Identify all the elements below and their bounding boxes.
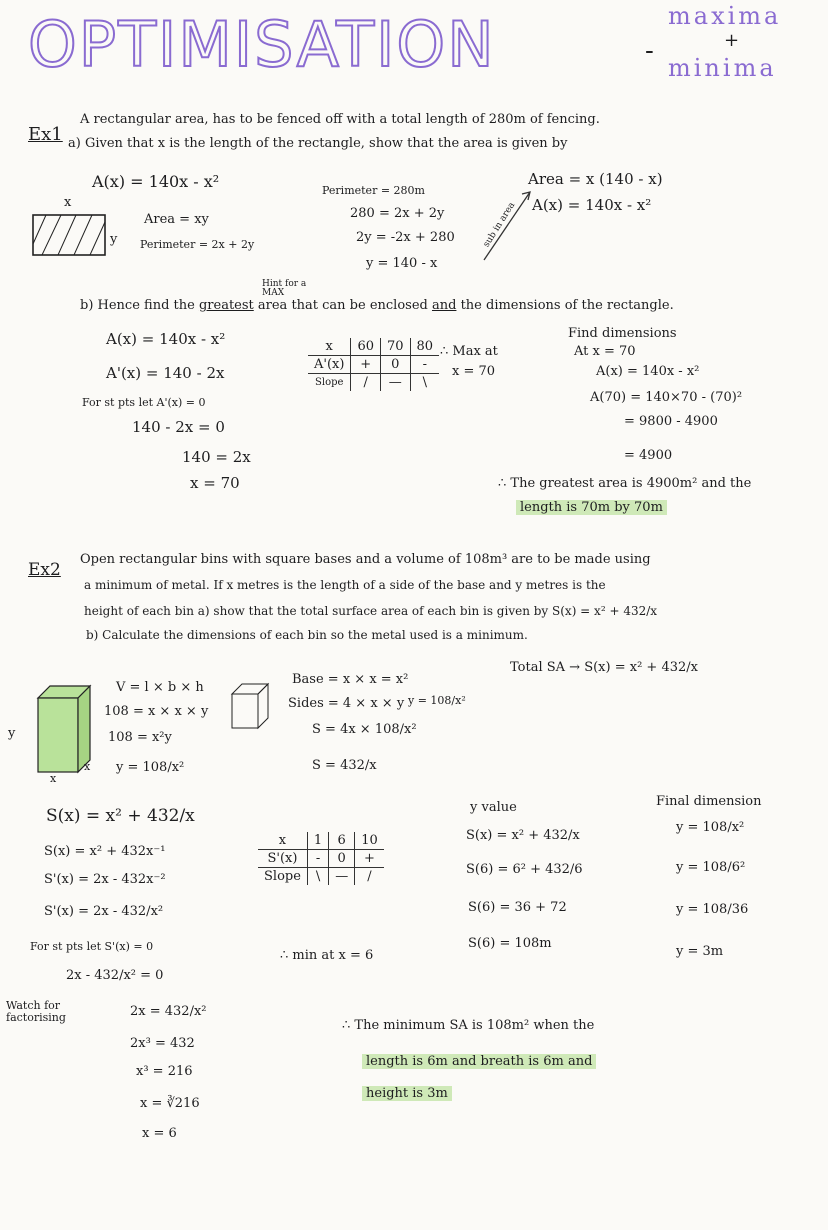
find-dims-1: Find dimensions: [568, 326, 677, 341]
sub-in-area-arrow: [478, 186, 538, 266]
hint-note: Hint for a MAX: [262, 279, 307, 298]
t1-r0-c3: 80: [410, 338, 439, 356]
t1-r0-c2: 70: [380, 338, 410, 356]
ex2-conclusion-1: ∴ The minimum SA is 108m² when the: [342, 1018, 595, 1033]
ex2-problem-3: height of each bin a) show that the total surface area of each bin is given by S(x) = x² + 432/x: [84, 604, 658, 618]
box-y-label: y: [8, 726, 16, 741]
page-title: OPTIMISATION: [28, 8, 496, 81]
open-bin-sketch: [228, 680, 272, 734]
ex1-conclusion-2: length is 70m by 70m: [516, 500, 667, 515]
t2-r0-c0: x: [278, 833, 287, 848]
deriv-step-1: A(x) = 140x - x²: [106, 330, 226, 348]
sides-step-2: Sides = 4 × x × y: [288, 696, 405, 711]
y-value-4: S(6) = 36 + 72: [468, 900, 567, 915]
ex1-conclusion-1: ∴ The greatest area is 4900m² and the: [498, 476, 752, 491]
ex1-part-b: b) Hence find the greatest area that can be enclosed and the dimensions of the rectangle.: [80, 298, 674, 313]
s-deriv-9: x³ = 216: [136, 1064, 193, 1079]
volume-step-1: V = l × b × h: [116, 680, 204, 695]
ex1-problem-1: A rectangular area, has to be fenced off with a total length of 280m of fencing.: [80, 112, 600, 127]
find-dims-6: = 4900: [624, 448, 673, 463]
ex1-label: Ex1: [28, 124, 63, 145]
find-dims-5: = 9800 - 4900: [624, 414, 718, 429]
sides-step-3: S = 4x × 108/x²: [312, 722, 417, 737]
box-x-label-b: x: [84, 760, 91, 773]
perimeter-step-4: y = 140 - x: [366, 256, 438, 271]
s-deriv-4: S'(x) = 2x - 432/x²: [44, 904, 164, 919]
y-sub: y = 108/x²: [408, 694, 466, 707]
s-deriv-11: x = 6: [142, 1126, 177, 1141]
s-deriv-3: S'(x) = 2x - 432x⁻²: [44, 872, 166, 887]
y-value-5: S(6) = 108m: [468, 936, 552, 951]
deriv-step-4: 140 - 2x = 0: [132, 418, 225, 436]
ex1-problem-2: a) Given that x is the length of the rectangle, show that the area is given by: [68, 136, 568, 151]
t2-r1-c1: -: [307, 850, 328, 868]
perimeter-formula: Perimeter = 2x + 2y: [140, 238, 255, 251]
watch-note: Watch for factorising: [6, 999, 66, 1024]
sub-in-area-note: sub in area: [481, 200, 518, 250]
s-deriv-7: 2x = 432/x²: [130, 1004, 207, 1019]
volume-step-3: 108 = x²y: [108, 730, 172, 745]
perimeter-step-2: 280 = 2x + 2y: [350, 206, 445, 221]
deriv-step-2: A'(x) = 140 - 2x: [106, 364, 225, 382]
t2-r1-c0: S'(x): [258, 850, 307, 868]
t1-r2-c1: /: [351, 374, 381, 392]
find-dims-4: A(70) = 140×70 - (70)²: [590, 390, 743, 405]
perimeter-step-3: 2y = -2x + 280: [356, 230, 455, 245]
final-dim-1: Final dimension: [656, 794, 762, 809]
ex2-problem-2: a minimum of metal. If x metres is the length of a side of the base and y metres is the: [84, 578, 606, 592]
t2-r2-c1: \: [307, 868, 328, 886]
subtitle-plus: +: [724, 30, 740, 51]
t2-r2-c2: —: [329, 868, 355, 886]
s-deriv-6: 2x - 432/x² = 0: [66, 968, 164, 983]
t1-r1-c2: 0: [380, 356, 410, 374]
t2-r0-c3: 10: [355, 832, 384, 850]
ex2-sign-table: [258, 832, 384, 885]
t2-r2-c0: Slope: [258, 868, 307, 886]
t1-r1-c3: -: [410, 356, 439, 374]
y-value-3: S(6) = 6² + 432/6: [466, 862, 583, 877]
final-dim-4: y = 108/36: [676, 902, 749, 917]
final-dim-2: y = 108/x²: [676, 820, 745, 835]
t2-r2-c3: /: [355, 868, 384, 886]
t1-r2-c2: —: [380, 374, 410, 392]
t2-r0-c2: 6: [329, 832, 355, 850]
t1-r0-c1: 60: [351, 338, 381, 356]
sides-step-4: S = 432/x: [312, 758, 377, 773]
y-value-2: S(x) = x² + 432/x: [466, 828, 580, 843]
max-note-1: ∴ Max at: [440, 344, 498, 359]
t2-r1-c3: +: [355, 850, 384, 868]
area-xy: Area = xy: [144, 212, 209, 227]
y-value-1: y value: [470, 800, 517, 815]
deriv-step-5: 140 = 2x: [182, 448, 251, 466]
final-dim-3: y = 108/6²: [676, 860, 746, 875]
ex2-problem-4: b) Calculate the dimensions of each bin so the metal used is a minimum.: [86, 628, 528, 642]
max-note-2: x = 70: [452, 364, 496, 379]
sides-step-1: Base = x × x = x²: [292, 672, 409, 687]
volume-step-4: y = 108/x²: [116, 760, 185, 775]
s-deriv-8: 2x³ = 432: [130, 1036, 195, 1051]
bin-box-diagram: [26, 680, 106, 780]
s-deriv-5: For st pts let S'(x) = 0: [30, 940, 154, 953]
box-x-label-a: x: [50, 772, 57, 785]
t1-r1-c1: +: [351, 356, 381, 374]
find-dims-3: A(x) = 140x - x²: [596, 364, 700, 379]
t2-r1-c2: 0: [329, 850, 355, 868]
rect-y-label: y: [110, 232, 118, 247]
t1-r2-c3: \: [410, 374, 439, 392]
ex2-problem-1: Open rectangular bins with square bases and a volume of 108m³ are to be made using: [80, 552, 651, 567]
ex2-conclusion-2: length is 6m and breath is 6m and: [362, 1054, 596, 1069]
final-dim-5: y = 3m: [676, 944, 724, 959]
subtitle-maxima: maxima: [668, 2, 782, 30]
s-deriv-10: x = ∛216: [140, 1096, 200, 1111]
find-dims-2: At x = 70: [574, 344, 636, 359]
t1-r2-c0: Slope: [308, 374, 351, 392]
min-note: ∴ min at x = 6: [280, 948, 374, 963]
ex2-label: Ex2: [28, 560, 61, 580]
area-step-1: Area = x (140 - x): [528, 170, 663, 188]
s-deriv-1: S(x) = x² + 432/x: [46, 806, 195, 826]
t2-r0-c1: 1: [307, 832, 328, 850]
subtitle-minima: minima: [668, 54, 777, 82]
area-step-2: A(x) = 140x - x²: [532, 196, 652, 214]
total-sa: Total SA → S(x) = x² + 432/x: [510, 660, 698, 675]
ex1-formula: A(x) = 140x - x²: [92, 172, 220, 191]
t1-r0-c0: x: [325, 339, 333, 354]
deriv-step-3: For st pts let A'(x) = 0: [82, 396, 206, 409]
ex1-sign-table: [308, 338, 439, 391]
t1-r1-c0: A'(x): [308, 356, 351, 374]
ex2-conclusion-3: height is 3m: [362, 1086, 452, 1101]
hatched-rectangle-diagram: [32, 214, 122, 260]
perimeter-step-1: Perimeter = 280m: [322, 184, 425, 197]
volume-step-2: 108 = x × x × y: [104, 704, 209, 719]
s-deriv-2: S(x) = x² + 432x⁻¹: [44, 844, 166, 859]
deriv-step-6: x = 70: [190, 474, 240, 492]
title-dash: -: [645, 36, 654, 66]
rect-x-label: x: [64, 195, 72, 210]
